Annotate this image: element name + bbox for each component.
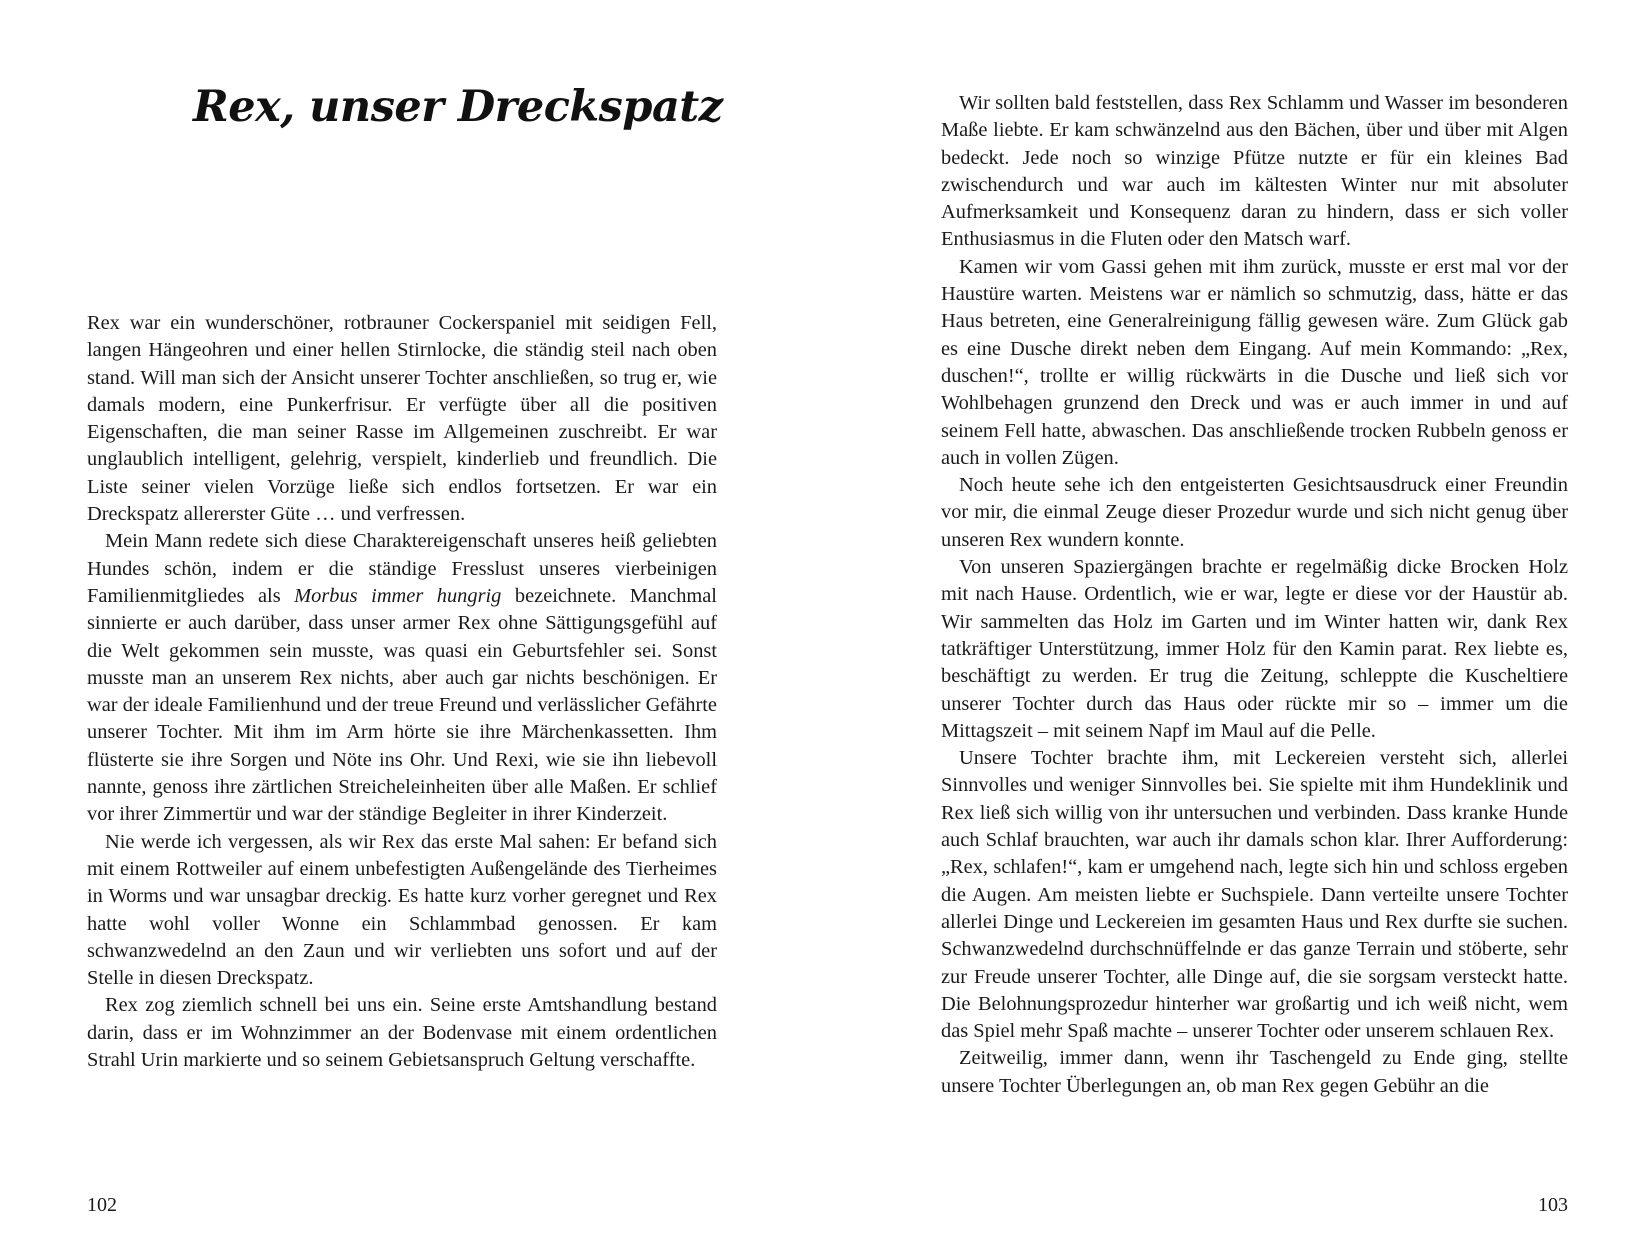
right-page-body [941, 90, 1568, 1100]
right-page [825, 0, 1650, 1240]
left-page-body [87, 310, 717, 1074]
paragraph: Noch heute sehe ich den entgeisterten Gesichtsausdruck einer Freundin vor mir, die einmal Zeuge dieser Prozedur wurde und sich nicht genug über unseren Rex wundern konnte. [941, 474, 1568, 551]
paragraph: Rex war ein wunderschöner, rotbrauner Cockerspaniel mit seidigen Fell, langen Hängeohren und einer hellen Stirnlocke, die ständig steil nach oben stand. Will man sich der Ansicht unserer Tochter anschließen, so trug er, wie damals modern, eine Punkerfrisur. Er verfügte über all die positiven Eigenschaften, die man seiner Rasse im Allgemeinen zuschreibt. Er war unglaublich intelligent, gelehrig, verspielt, kinderlieb und freundlich. Die Liste seiner vielen Vorzüge ließe sich endlos fortsetzen. Er war ein Dreckspatz allererster Güte … und verfressen. [87, 312, 717, 526]
paragraph: Nie werde ich vergessen, als wir Rex das erste Mal sahen: Er befand sich mit einem Rottweiler auf einem unbefestigten Außengelände des Tierheimes in Worms und war unsagbar dreckig. Es hatte kurz vorher geregnet und Rex hatte wohl voller Wonne ein Schlammbad genossen. Er kam schwanzwedelnd an den Zaun und wir verliebten uns sofort und auf der Stelle in diesen Dreckspatz. [87, 830, 717, 990]
paragraph-text: bezeichnete. Manchmal sinnierte er auch darüber, dass unser armer Rex ohne Sättigungsgefühl auf die Welt gekommen sein musste, was quasi ein Geburtsfehler sei. Sonst musste man an unserem Rex nichts, aber auch gar nichts beschönigen. Er war der ideale Familienhund und der treue Freund und verlässlicher Gefährte unserer Tochter. Mit ihm im Arm hörte sie ihre Märchenkassetten. Ihm flüsterte sie ihre Sorgen und Nöte ins Ohr. Und Rexi, wie sie ihn liebevoll nannte, genoss ihre zärtlichen Streicheleinheiten über alle Maßen. Er schlief vor ihrer Zimmertür und war der ständige Begleiter in ihrer Kinderzeit. [87, 584, 717, 826]
paragraph: Unsere Tochter brachte ihm, mit Leckereien versteht sich, allerlei Sinnvolles und weniger Sinnvolles bei. Sie spielte mit ihm Hundeklinik und Rex ließ sich willig von ihr untersuchen und verbinden. Dass kranke Hunde auch Schlaf brauchten, war auch ihr damals schon klar. Ihrer Aufforderung: „Rex, schlafen!“, kam er umgehend nach, legte sich hin und schloss ergeben die Augen. Am meisten liebte er Suchspiele. Dann verteilte unsere Tochter allerlei Dinge und Leckereien im gesamten Haus und Rex durfte sie suchen. Schwanzwedelnd durchschnüffelnde er das ganze Terrain und stöberte, sehr zur Freude unserer Tochter, alle Dinge auf, die sie sorgsam versteckt hatte. Die Belohnungsprozedur hinterher war großartig und ich weiß nicht, wem das Spiel mehr Spaß machte – unserer Tochter oder unserem schlauen Rex. [941, 747, 1568, 1043]
page-number: 102 [87, 1194, 117, 1216]
page-number: 103 [1538, 1194, 1568, 1216]
paragraph: Rex zog ziemlich schnell bei uns ein. Seine erste Amtshandlung bestand darin, dass er im Wohnzimmer an der Bodenvase mit einem ordentlichen Strahl Urin markierte und so seinem Gebietsanspruch Geltung verschaffte. [87, 994, 717, 1072]
emphasis-text: Morbus immer hungrig [294, 584, 502, 607]
paragraph: Von unseren Spaziergängen brachte er regelmäßig dicke Brocken Holz mit nach Hause. Ordentlich, wie er war, legte er diese vor der Haustür ab. Wir sammelten das Holz im Garten und im Winter hatten wir, dank Rex tatkräftiger Unterstützung, immer Holz für den Kamin parat. Rex liebte es, beschäftigt zu werden. Er trug die Zeitung, schleppte die Kuscheltiere unserer Tochter durch das Haus oder rückte mir so – immer um die Mittagszeit – mit seinem Napf im Maul auf die Pelle. [941, 556, 1568, 742]
paragraph-text: Mein Mann redete sich diese Charaktereigenschaft unseres heiß geliebten Hundes schön, indem er die ständige Fresslust unseres vierbeinigen Familienmitgliedes als [87, 530, 717, 607]
paragraph: Zeitweilig, immer dann, wenn ihr Taschengeld zu Ende ging, stellte unsere Tochter Überlegungen an, ob man Rex gegen Gebühr an die [941, 1047, 1568, 1097]
chapter-title: Rex, unser Dreckspatz [193, 82, 723, 132]
paragraph [87, 528, 717, 828]
paragraph: Wir sollten bald feststellen, dass Rex Schlamm und Wasser im besonderen Maße liebte. Er kam schwänzelnd aus den Bächen, über und über mit Algen bedeckt. Jede noch so winzige Pfütze nutzte er für ein kleines Bad zwischendurch und war auch im kältesten Winter nur mit absoluter Aufmerksamkeit und Konsequenz daran zu hindern, dass er sich voller Enthusiasmus in die Fluten oder den Matsch warf. [941, 92, 1568, 251]
paragraph: Kamen wir vom Gassi gehen mit ihm zurück, musste er erst mal vor der Haustüre warten. Meistens war er nämlich so schmutzig, dass, hätte er das Haus betreten, eine Generalreinigung fällig gewesen wäre. Zum Glück gab es eine Dusche direkt neben dem Eingang. Auf mein Kommando: „Rex, duschen!“, trollte er willig rückwärts in die Dusche und ließ sich vor Wohlbehagen grunzend den Dreck und was er auch immer in und auf seinem Fell hatte, abwaschen. Das anschließende trocken Rubbeln genoss er auch in vollen Zügen. [941, 255, 1568, 469]
